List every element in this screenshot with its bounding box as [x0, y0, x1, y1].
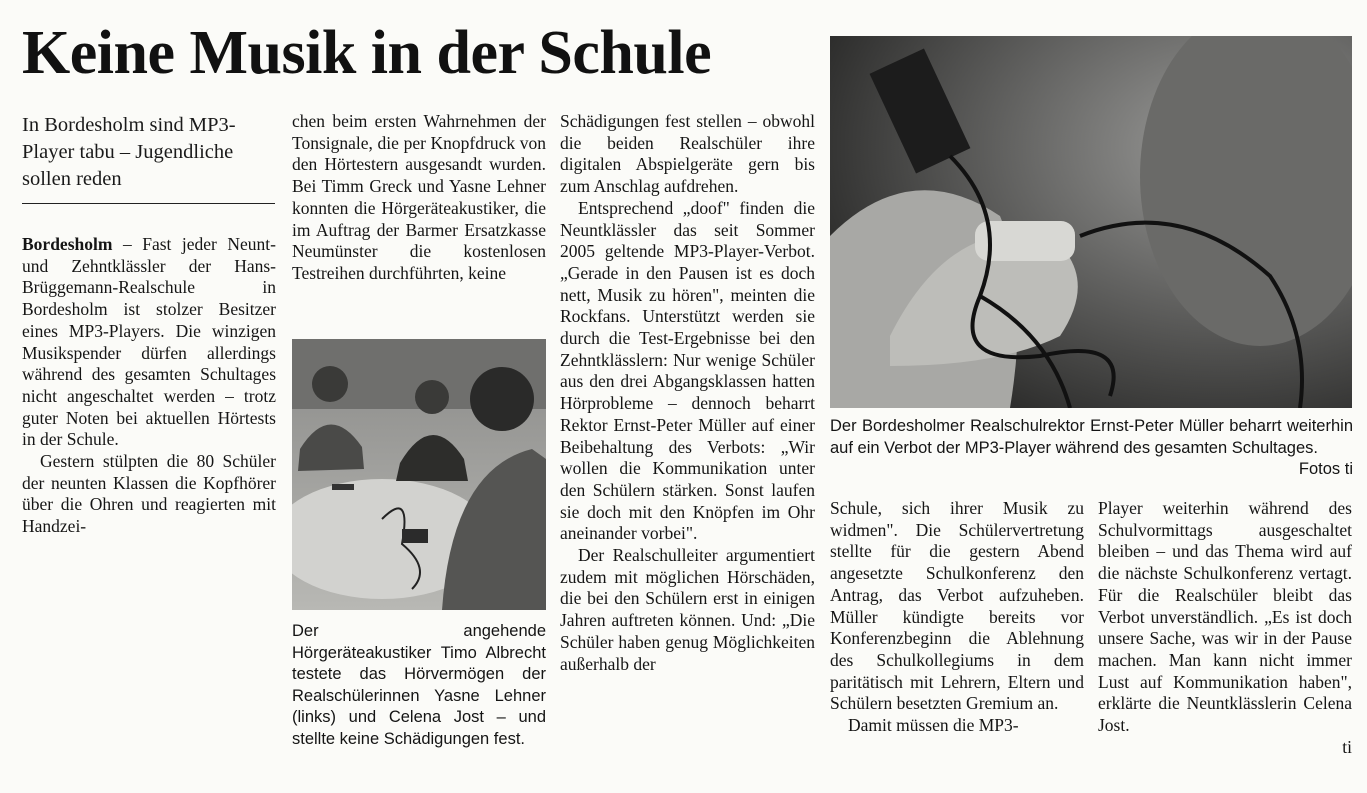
- paragraph: Player weiterhin während des Schulvormittags ausgeschaltet bleiben – und das Thema wird auf die nächste Schulkonferenz vertagt. Für die Realschüler bleibt das Verbot unverständlich. „Es ist doch unsere Sache, was wir in der Pause machen. Man kann nicht immer Lust auf Kommunikation haben", erklärte die Neuntklässlerin Celena Jost.: [1098, 498, 1352, 736]
- paragraph: Entsprechend „doof" finden die Neuntklässler das seit Sommer 2005 geltende MP3-Player-Verbot. „Gerade in den Pausen ist es doch nett, Musik zu hören", meinten die Rockfans. Unterstützt werden sie durch die Test-Ergebnisse bei den Zehntklässlern: Nur wenige Schüler aus den drei Abgangsklassen hatten Hörprobleme – dennoch beharrt Rektor Ernst-Peter Müller auf einer Beibehaltung des Verbots: „Wir wollen die Kommunikation unter den Schülern stärken. Sonst laufen sie doch mit den Knöpfen im Ohr aneinander vorbei".: [560, 197, 815, 544]
- photo-mp3-player: [830, 36, 1352, 408]
- paragraph: Schule, sich ihrer Musik zu widmen". Die Schülervertretung stellte für die gestern Abend angesetzte Schulkonferenz den Antrag, das Verbot aufzuheben. Müller kündigte bereits vor Konferenzbeginn die Ablehnung des Schulkollegiums in dem paritätisch mit Lehrern, Eltern und Schülern besetzten Gremium an.: [830, 498, 1084, 714]
- paragraph: chen beim ersten Wahrnehmen der Tonsignale, die per Knopfdruck von den Hörtestern ausgesandt wurden. Bei Timm Greck und Yasne Lehner konnten die Hörgeräteakustiker, die im Auftrag der Barmer Ersatzkasse Neumünster die kostenlosen Testreihen durchführten, keine: [292, 111, 546, 283]
- photo-credit: Fotos ti: [1298, 460, 1353, 478]
- photo-hearing-test-image: [292, 339, 546, 610]
- paragraph-text: – Fast jeder Neunt- und Zehntklässler der Hans-Brüggemann-Realschule in Bordesholm ist stolzer Besitzer eines MP3-Players. Die winzigen Musikspender dürfen allerdings während des gesamten Schultages nicht angeschaltet werden – trotz guter Noten bei aktuellen Hörtests in der Schule.: [22, 234, 276, 450]
- subhead: In Bordesholm sind MP3-Player tabu – Jugendliche sollen reden: [22, 114, 236, 190]
- dateline: Bordesholm: [22, 234, 113, 254]
- photo-caption-2: [830, 416, 1353, 481]
- divider: [22, 203, 275, 204]
- column-1: [22, 234, 276, 538]
- caption-text: Der Bordesholmer Realschulrektor Ernst-Peter Müller beharrt weiterhin auf ein Verbot der MP3-Player während des gesamten Schultages.: [830, 417, 1353, 457]
- photo-mp3-player-image: [830, 36, 1352, 408]
- column-5: [1098, 498, 1352, 758]
- paragraph: Schädigungen fest stellen – obwohl die beiden Realschüler ihre digitalen Abspielgeräte gern bis zum Anschlag aufdrehen.: [560, 111, 815, 197]
- paragraph: Der Realschulleiter argumentiert zudem mit möglichen Hörschäden, die bei den Schülern erst in einigen Jahren auftreten können. Und: „Die Schüler haben genug Möglichkeiten außerhalb der: [560, 545, 815, 674]
- author-sign: ti: [1342, 736, 1352, 757]
- paragraph: [22, 234, 276, 451]
- headline: Keine Musik in der Schule: [22, 19, 712, 87]
- column-3: [560, 111, 815, 675]
- paragraph: Gestern stülpten die 80 Schüler der neunten Klassen die Kopfhörer über die Ohren und reagierten mit Handzei-: [22, 451, 276, 537]
- photo-caption-1: Der angehende Hörgeräteakustiker Timo Albrecht testete das Hörvermögen der Realschülerinnen Yasne Lehner (links) und Celena Jost – und stellte keine Schädigungen fest.: [292, 622, 546, 748]
- paragraph: Damit müssen die MP3-: [848, 715, 1019, 736]
- photo-hearing-test: [292, 339, 546, 610]
- column-2: [292, 111, 546, 285]
- column-4: [830, 498, 1084, 737]
